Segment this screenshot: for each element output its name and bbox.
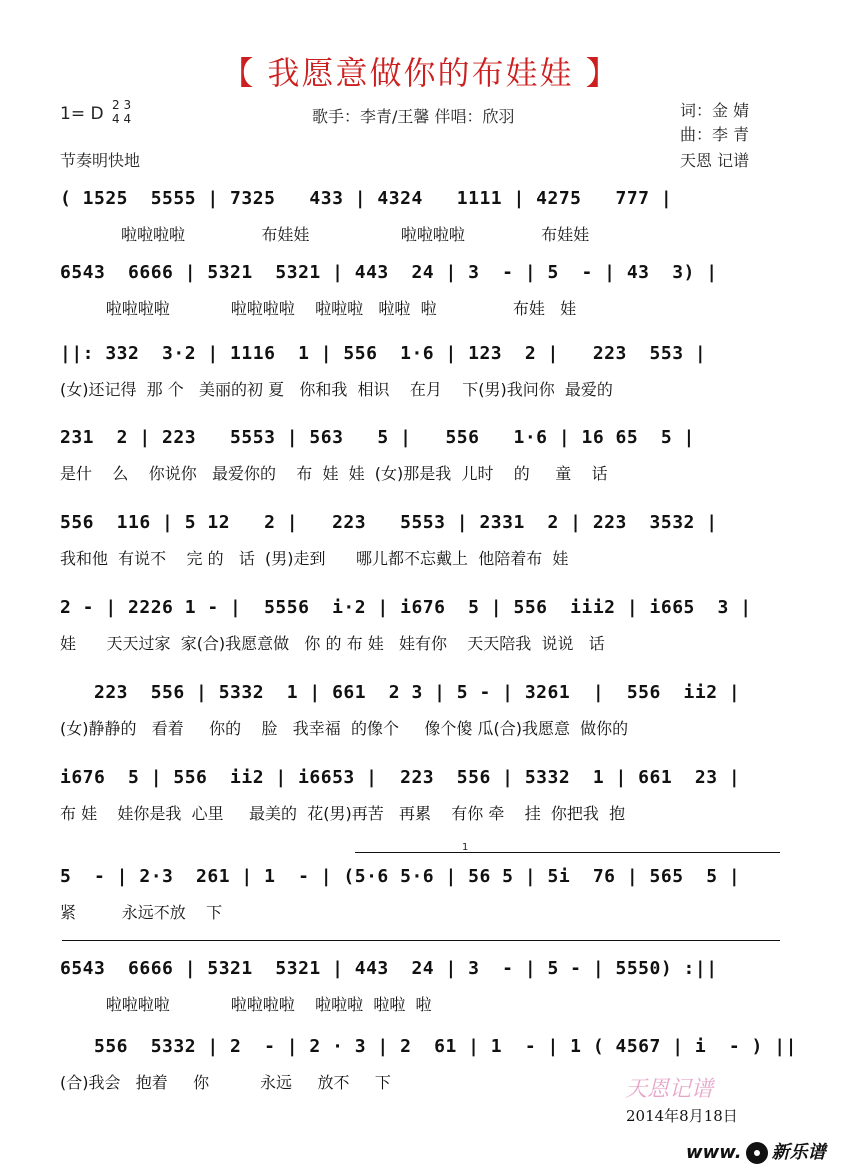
notation-row: 6543 6666 | 5321 5321 | 443 24 | 3 - | 5 - | 43 3) | bbox=[60, 262, 718, 283]
notation-row: 556 116 | 5 12 2 | 223 5553 | 2331 2 | 223 3532 | bbox=[60, 512, 718, 533]
date-stamp: 2014年8月18日 bbox=[626, 1107, 738, 1125]
disc-icon bbox=[746, 1142, 768, 1164]
lyric-row: 啦啦啦啦 啦啦啦啦 啦啦啦 啦啦 啦 布娃 娃 bbox=[60, 299, 577, 318]
lyric-row: (合)我会 抱着 你 永远 放不 下 bbox=[60, 1073, 391, 1092]
lyricist-credit: 词：金 婧 bbox=[680, 101, 750, 120]
site-prefix: www. bbox=[686, 1142, 742, 1163]
site-name: 新乐谱 bbox=[771, 1142, 826, 1163]
lyric-row: (女)静静的 看着 你的 脸 我幸福 的像个 像个傻 瓜(合)我愿意 做你的 bbox=[60, 719, 629, 738]
notation-row: 2 - | 2226 1 - | 5556 i·2 | i676 5 | 556 iii2 | i665 3 | bbox=[60, 597, 752, 618]
notation-row: 223 556 | 5332 1 | 661 2 3 | 5 - | 3261 | 556 ii2 | bbox=[60, 682, 741, 703]
lyric-row: 是什 么 你说你 最爱你的 布 娃 娃 (女)那是我 儿时 的 童 话 bbox=[60, 464, 608, 483]
lyric-row: 布 娃 娃你是我 心里 最美的 花(男)再苦 再累 有你 牵 挂 你把我 抱 bbox=[60, 804, 626, 823]
notation-row: 6543 6666 | 5321 5321 | 443 24 | 3 - | 5 - | 5550) :|| bbox=[60, 958, 718, 979]
tempo-marking: 节奏明快地 bbox=[60, 151, 141, 170]
lyric-row: 我和他 有说不 完 的 话 (男)走到 哪儿都不忘戴上 他陪着布 娃 bbox=[60, 549, 569, 568]
singer-credit: 歌手：李青/王馨 伴唱：欣羽 bbox=[312, 107, 515, 126]
lyric-row: (女)还记得 那 个 美丽的初 夏 你和我 相识 在月 下(男)我问你 最爱的 bbox=[60, 380, 613, 399]
song-title: 【 我愿意做你的布娃娃 】 bbox=[221, 54, 620, 92]
time-signature: 2 3 4 4 bbox=[112, 98, 132, 126]
lyric-row: 娃 天天过家 家(合)我愿意做 你 的 布 娃 娃有你 天天陪我 说说 话 bbox=[60, 634, 605, 653]
notation-row: ( 1525 5555 | 7325 433 | 4324 1111 | 4275 777 | bbox=[60, 188, 673, 209]
volta-bracket bbox=[355, 852, 780, 853]
notation-row: 231 2 | 223 5553 | 563 5 | 556 1·6 | 16 65 5 | bbox=[60, 427, 695, 448]
notation-row: i676 5 | 556 ii2 | i6653 | 223 556 | 5332 1 | 661 23 | bbox=[60, 767, 741, 788]
key-signature: 1= D bbox=[60, 104, 104, 124]
notation-row: 556 5332 | 2 - | 2 · 3 | 2 61 | 1 - | 1 ( 4567 | i - ) || bbox=[60, 1036, 797, 1057]
site-logo bbox=[686, 1138, 826, 1164]
transcriber-credit: 天恩 记谱 bbox=[680, 151, 750, 170]
watermark: 天恩记谱 bbox=[625, 1077, 714, 1102]
lyric-row: 紧 永远不放 下 bbox=[60, 903, 223, 922]
volta-number: 1 bbox=[462, 842, 469, 853]
lyric-row: 啦啦啦啦 啦啦啦啦 啦啦啦 啦啦 啦 bbox=[60, 995, 432, 1014]
lyric-row: 啦啦啦啦 布娃娃 啦啦啦啦 布娃娃 bbox=[60, 225, 590, 244]
notation-row: 5 - | 2·3 261 | 1 - | (5·6 5·6 | 56 5 | 5i 76 | 565 5 | bbox=[60, 866, 741, 887]
section-divider bbox=[62, 940, 780, 941]
composer-credit: 曲：李 青 bbox=[680, 125, 750, 144]
notation-row: ||: 332 3·2 | 1116 1 | 556 1·6 | 123 2 | 223 553 | bbox=[60, 343, 707, 364]
